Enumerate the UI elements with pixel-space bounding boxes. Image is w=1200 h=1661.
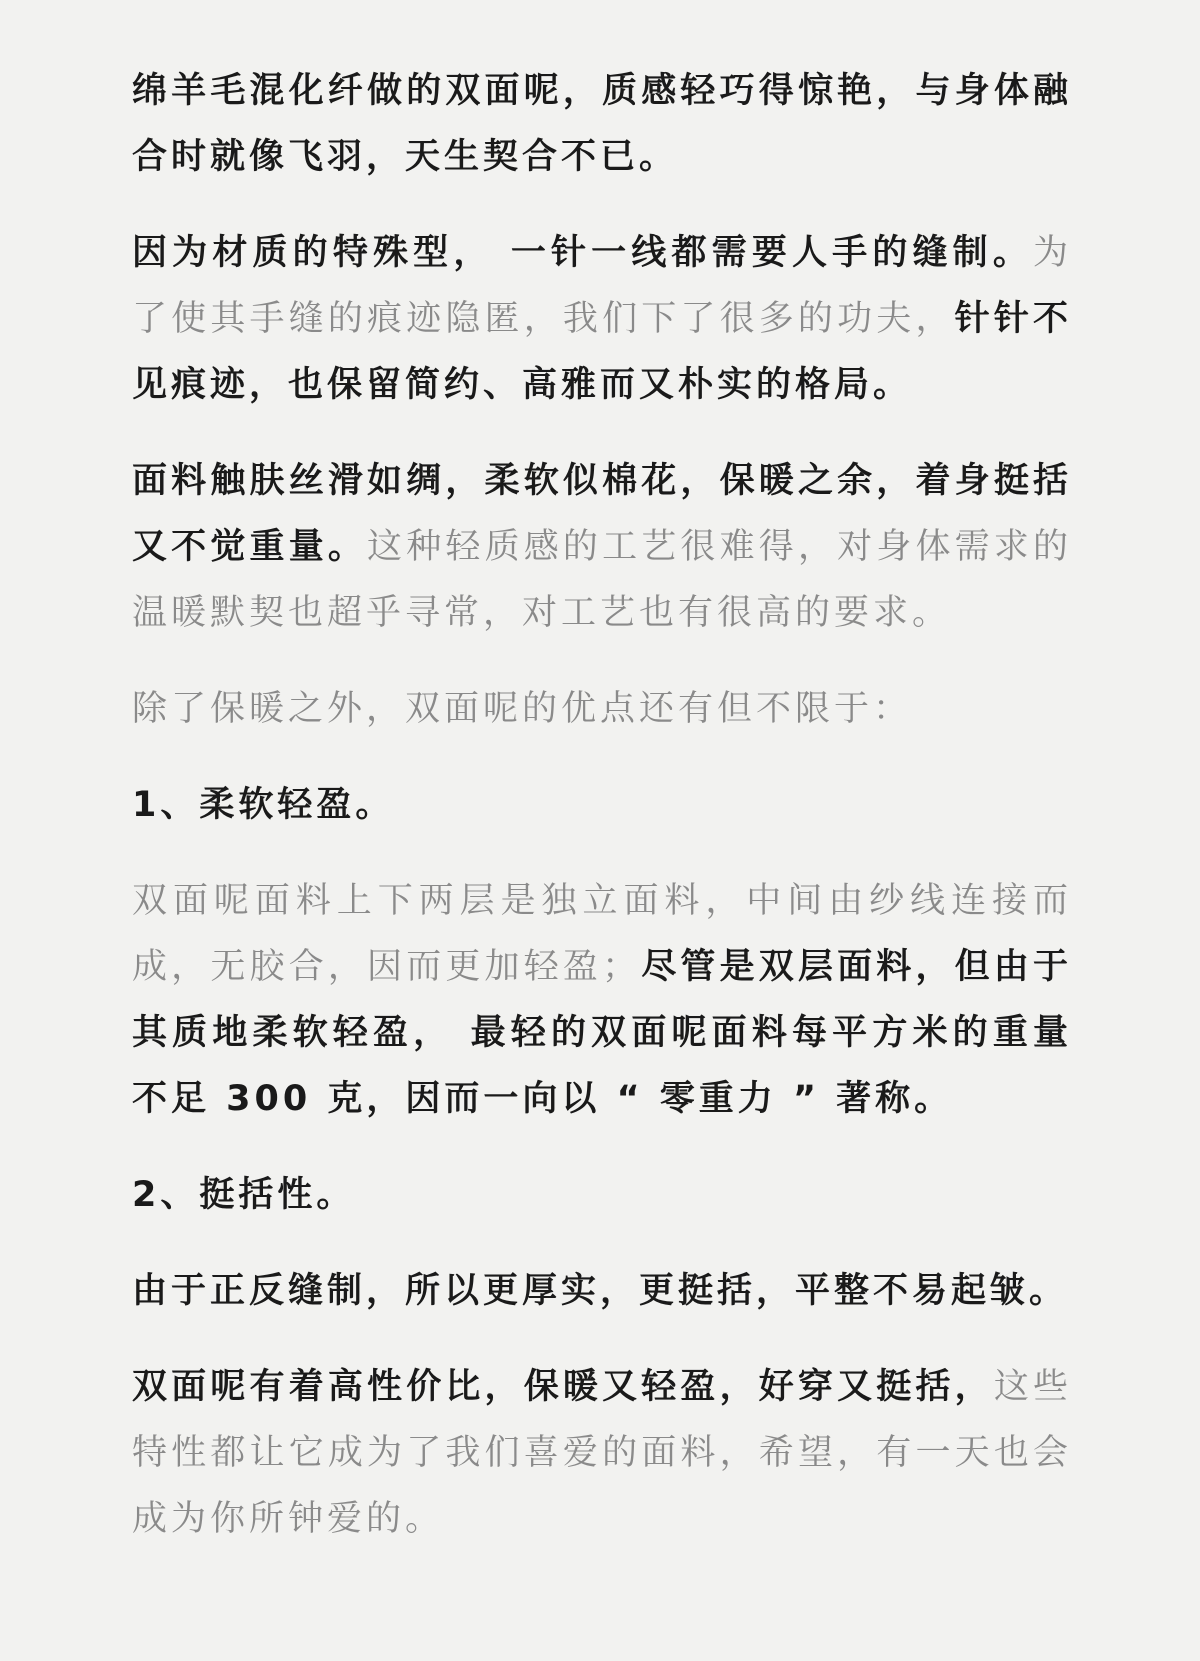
paragraph-text-emphasis: 针针不见痕迹，也保留简约、高雅而又朴实的格局。 — [132, 299, 1072, 405]
paragraph-soft-light — [132, 868, 1072, 1132]
section-heading-soft-light: 1、柔软轻盈。 — [132, 785, 395, 825]
paragraph-text: 这些特性都让它成为了我们喜爱的面料，希望，有一天也会成为你所钟爱的。 — [132, 1367, 1072, 1539]
paragraph-text-emphasis: 面料触肤丝滑如绸，柔软似棉花，保暖之余，着身挺括又不觉重量。 — [132, 461, 1072, 567]
paragraph-text-emphasis: 双面呢有着高性价比，保暖又轻盈，好穿又挺括， — [132, 1367, 994, 1407]
paragraph-text-emphasis: 尽管是双层面料，但由于其质地柔软轻盈， 最轻的双面呢面料每平方米的重量不足 300 克，因而一向以 “ 零重力 ” 著称。 — [132, 947, 1072, 1119]
paragraph-text-emphasis: 由于正反缝制，所以更厚实，更挺括，平整不易起皱。 — [132, 1271, 1069, 1311]
paragraph-text-emphasis: 因为材质的特殊型， 一针一线都需要人手的缝制。 — [132, 233, 1033, 273]
paragraph-handcraft — [132, 220, 1072, 418]
article-body — [132, 58, 1072, 1582]
paragraph-advantages-intro — [132, 676, 1072, 742]
paragraph-text: 除了保暖之外，双面呢的优点还有但不限于： — [132, 689, 913, 729]
paragraph-text: 为了使其手缝的痕迹隐匿，我们下了很多的功夫， — [132, 233, 1072, 339]
paragraph-texture — [132, 448, 1072, 646]
paragraph-material-intro — [132, 58, 1072, 190]
section-heading-stiffness: 2、挺括性。 — [132, 1175, 356, 1215]
paragraph-text: 绵羊毛混化纤做的双面呢，质感轻巧得惊艳，与身体融合时就像飞羽，天生契合不已。 — [132, 71, 1072, 177]
paragraph-text: 这种轻质感的工艺很难得，对身体需求的温暖默契也超乎寻常，对工艺也有很高的要求。 — [132, 527, 1072, 633]
paragraph-stiffness — [132, 1258, 1072, 1324]
paragraph-conclusion — [132, 1354, 1072, 1552]
paragraph-text: 双面呢面料上下两层是独立面料，中间由纱线连接而成，无胶合，因而更加轻盈； — [132, 881, 1072, 987]
